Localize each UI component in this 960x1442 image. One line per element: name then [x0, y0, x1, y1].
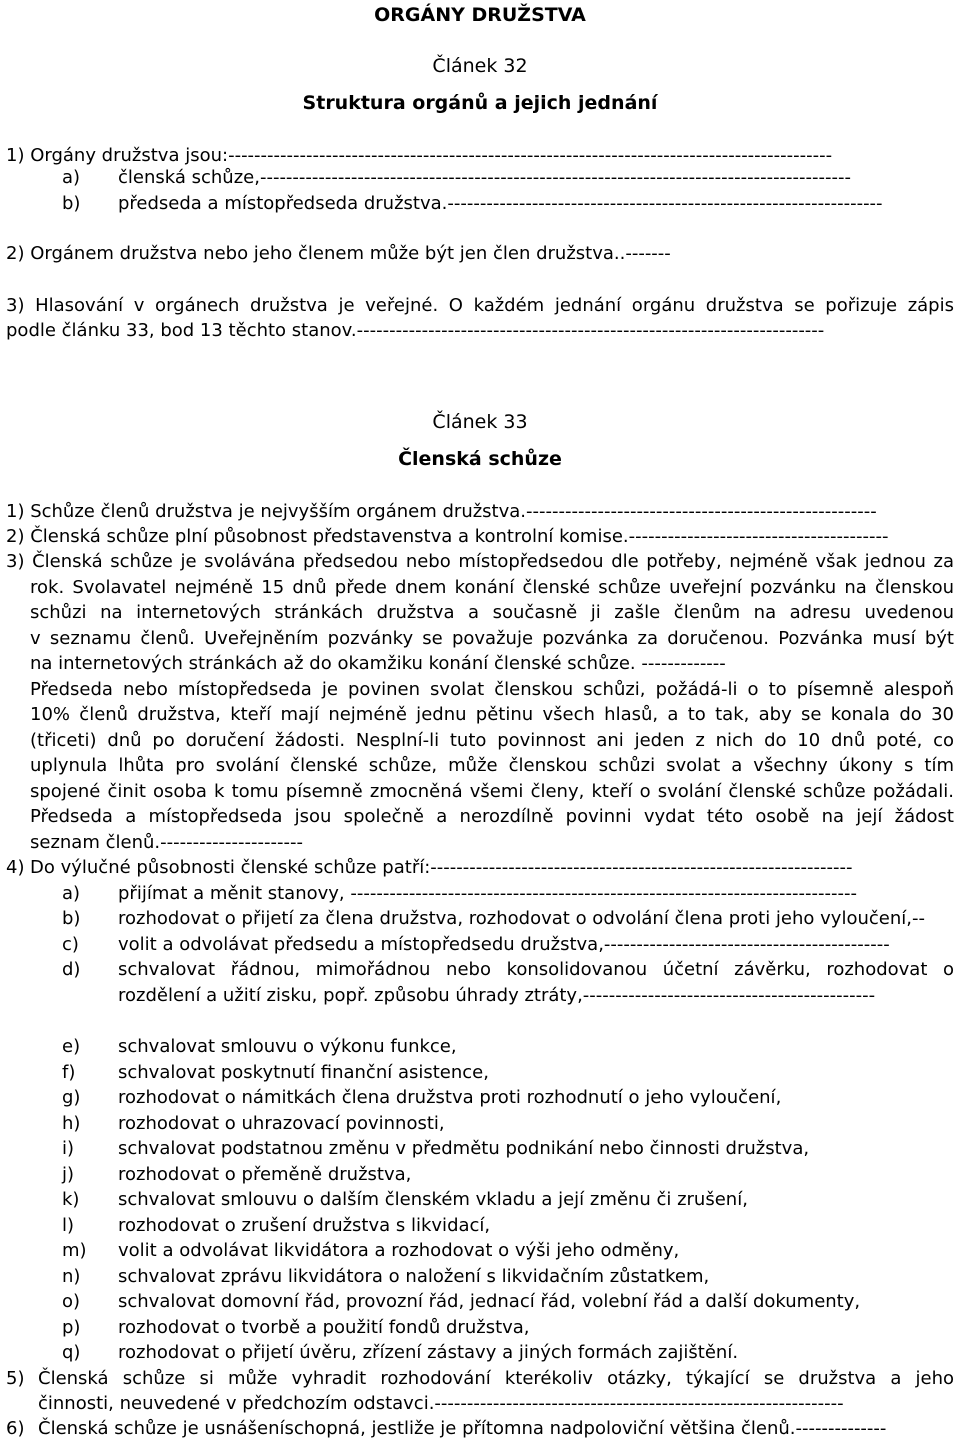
art33-point-4-label: 4) [6, 857, 25, 878]
art33-item-b-text: rozhodovat o přijetí za člena družstva, rozhodovat o odvolání člena proti jeho vyloučení,-- [118, 908, 925, 929]
art33-item-q-label: q) [62, 1342, 81, 1363]
art33-item-e-label: e) [62, 1036, 81, 1057]
art33-point-4-text: Do výlučné působnosti členské schůze patří:----------------------------------------------------------------- [30, 857, 853, 878]
art33-point-3-line-1: 3) Členská schůze je svolávána předsedou nebo místopředsedou dle potřeby, nejméně však jednou za [6, 551, 954, 572]
art33-point-1: 1) Schůze členů družstva je nejvyšším orgánem družstva.------------------------------------------------------ [6, 501, 877, 522]
art33-point-3-line-7: 10% členů družstva, kteří mají nejméně jednu pětinu všech hlasů, a to tak, aby se konala do 30 [30, 704, 954, 725]
art33-item-f-label: f) [62, 1062, 76, 1083]
art32-item-b-label: b) [62, 193, 81, 214]
art33-point-3-line-5: na internetových stránkách až do okamžiku konání členské schůze. ------------- [30, 653, 726, 674]
art32-point-1: 1) Orgány družstva jsou:--------------------------------------------------------------------------------------------- [6, 145, 833, 166]
art33-point-3-line-8: (třiceti) dnů po doručení žádosti. Nesplní-li tuto povinnost ani jeden z nich do 10 dnů poté, co [30, 730, 954, 751]
art33-point-3-line-9: uplynula lhůta pro svolání členské schůze, může členskou schůzi svolat a všechny úkony s tím [30, 755, 954, 776]
art33-item-g-text: rozhodovat o námitkách člena družstva proti rozhodnutí o jeho vyloučení, [118, 1087, 782, 1108]
article-33-title: Členská schůze [398, 448, 562, 470]
art33-item-k-text: schvalovat smlouvu o dalším členském vkladu a její změnu či zrušení, [118, 1189, 748, 1210]
art33-item-d-text-2: rozdělení a užití zisku, popř. způsobu úhrady ztráty,--------------------------------------------- [118, 985, 876, 1006]
art33-point-3-line-10: spojené činit osoba k tomu písemně zmocněná všemi členy, kteří o svolání členské schůze požádali. [30, 781, 954, 802]
art33-item-h-label: h) [62, 1113, 81, 1134]
art32-point-3-line-1: 3) Hlasování v orgánech družstva je veřejné. O každém jednání orgánu družstva se pořizuje zápis [6, 295, 954, 316]
article-33-heading: Článek 33 [432, 411, 528, 433]
art32-item-a-text: členská schůze,------------------------------------------------------------------------------------------- [118, 167, 852, 188]
art33-item-b-label: b) [62, 908, 81, 929]
art33-item-j-text: rozhodovat o přeměně družstva, [118, 1164, 412, 1185]
art33-item-k-label: k) [62, 1189, 80, 1210]
art33-point-5-label: 5) [6, 1368, 25, 1389]
art33-item-d-text: schvalovat řádnou, mimořádnou nebo konsolidovanou účetní závěrku, rozhodovat o [118, 959, 954, 980]
art33-item-l-label: l) [62, 1215, 75, 1236]
article-32-heading: Článek 32 [432, 55, 528, 77]
art33-item-a-text: přijímat a měnit stanovy, ------------------------------------------------------------------------------ [118, 883, 857, 904]
art33-item-i-text: schvalovat podstatnou změnu v předmětu podnikání nebo činnosti družstva, [118, 1138, 810, 1159]
art33-point-3-line-2: rok. Svolavatel nejméně 15 dnů přede dnem konání členské schůze uveřejní pozvánku na členskou [30, 577, 954, 598]
art33-item-o-text: schvalovat domovní řád, provozní řád, jednací řád, volební řád a další dokumenty, [118, 1291, 861, 1312]
art33-point-3-line-4: v seznamu členů. Uveřejněním pozvánky se považuje pozvánka za doručenou. Pozvánka musí být [30, 628, 954, 649]
art33-item-d-label: d) [62, 959, 81, 980]
art33-point-3-line-12: seznam členů.---------------------- [30, 832, 303, 853]
art32-item-a-label: a) [62, 167, 81, 188]
art33-item-c-text: volit a odvolávat předsedu a místopředsedu družstva,-------------------------------------------- [118, 934, 890, 955]
art33-item-e-text: schvalovat smlouvu o výkonu funkce, [118, 1036, 457, 1057]
art33-item-n-text: schvalovat zprávu likvidátora o naložení s likvidačním zůstatkem, [118, 1266, 710, 1287]
art33-item-l-text: rozhodovat o zrušení družstva s likvidací, [118, 1215, 491, 1236]
art33-item-m-label: m) [62, 1240, 87, 1261]
art33-item-n-label: n) [62, 1266, 81, 1287]
art33-item-p-label: p) [62, 1317, 81, 1338]
art32-item-b-text: předseda a místopředseda družstva.------------------------------------------------------------------- [118, 193, 883, 214]
art32-point-2: 2) Orgánem družstva nebo jeho členem může být jen člen družstva..------- [6, 243, 671, 264]
art33-item-h-text: rozhodovat o uhrazovací povinnosti, [118, 1113, 445, 1134]
art33-item-o-label: o) [62, 1291, 81, 1312]
art33-point-3-line-3: schůzi na internetových stránkách družstva a současně ji zašle členům na adresu uvedenou [30, 602, 954, 623]
art33-point-3-line-6: Předseda nebo místopředseda je povinen svolat členskou schůzi, požádá-li o to písemně alespoň [30, 679, 954, 700]
art32-point-3-line-2: podle článku 33, bod 13 těchto stanov.------------------------------------------------------------------------ [6, 320, 825, 341]
art33-point-3-line-11: Předseda a místopředseda jsou společně a nerozdílně povinni vydat této osobě na její žádost [30, 806, 954, 827]
art33-item-j-label: j) [62, 1164, 75, 1185]
article-32-title: Struktura orgánů a jejich jednání [302, 92, 658, 114]
art33-item-p-text: rozhodovat o tvorbě a použití fondů družstva, [118, 1317, 530, 1338]
art33-item-a-label: a) [62, 883, 81, 904]
art33-item-g-label: g) [62, 1087, 81, 1108]
art33-point-6-label: 6) [6, 1418, 25, 1439]
document-title: ORGÁNY DRUŽSTVA [374, 4, 586, 26]
art33-item-c-label: c) [62, 934, 79, 955]
art33-item-m-text: volit a odvolávat likvidátora a rozhodovat o výši jeho odměny, [118, 1240, 680, 1261]
art33-item-i-label: i) [62, 1138, 75, 1159]
art33-item-q-text: rozhodovat o přijetí úvěru, zřízení zástavy a jiných formách zajištění. [118, 1342, 739, 1363]
art33-point-6-text: Členská schůze je usnášeníschopná, jestliže je přítomna nadpoloviční většina členů.-------------- [38, 1418, 887, 1439]
art33-item-f-text: schvalovat poskytnutí finanční asistence, [118, 1062, 489, 1083]
art33-point-5-line-2: činnosti, neuvedené v předchozím odstavci.--------------------------------------------------------------- [38, 1393, 844, 1414]
art33-point-2: 2) Členská schůze plní působnost představenstva a kontrolní komise.---------------------------------------- [6, 526, 889, 547]
art33-point-5-line-1: Členská schůze si může vyhradit rozhodování kterékoliv otázky, týkající se družstva a jeho [38, 1368, 954, 1389]
